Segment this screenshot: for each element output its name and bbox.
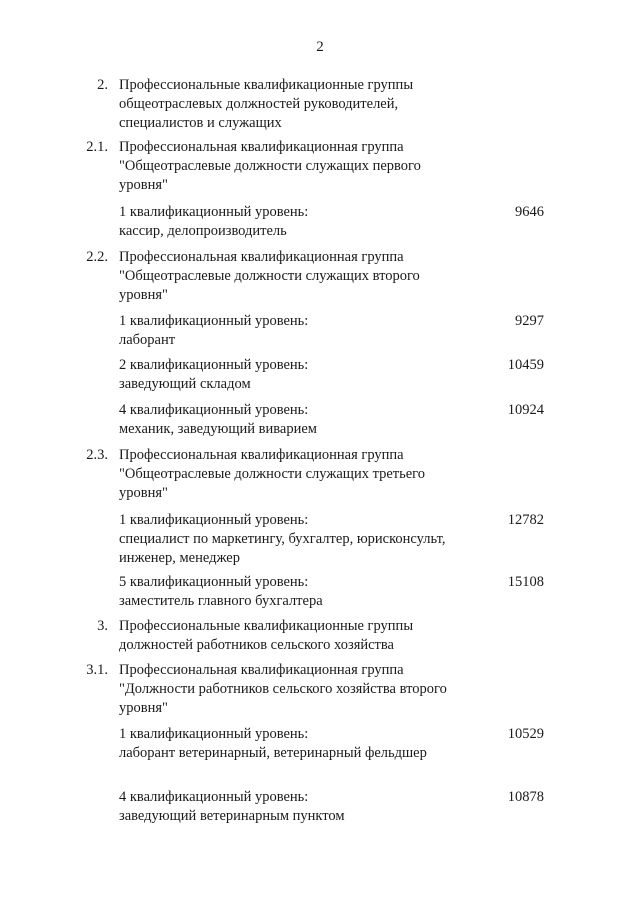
page-number: 2	[316, 39, 324, 55]
row-text: Профессиональная квалификационная группа "Должности работников сельского хозяйства второго уровня"	[119, 662, 447, 716]
row-text: Профессиональные квалификационные группы общеотраслевых должностей руководителей, специалистов и служащих	[119, 77, 414, 131]
row-text: 4 квалификационный уровень: заведующий ветеринарным пунктом	[119, 789, 345, 824]
row-value: 9297	[515, 313, 544, 329]
row-number: 2.	[97, 77, 108, 93]
row-text: Профессиональная квалификационная группа "Общеотраслевые должности служащих третьего уровня"	[119, 447, 426, 501]
row-value: 9646	[515, 204, 544, 220]
row-number: 2.2.	[86, 249, 108, 265]
row-number: 2.3.	[86, 447, 108, 463]
row-number: 3.1.	[86, 662, 108, 678]
row-value: 10878	[507, 789, 544, 805]
row-text: 4 квалификационный уровень: механик, заведующий виварием	[119, 402, 317, 437]
row-text: Профессиональные квалификационные группы должностей работников сельского хозяйства	[119, 618, 414, 653]
row-value: 10459	[507, 357, 544, 373]
row-value: 15108	[507, 574, 544, 590]
row-text: 1 квалификационный уровень: специалист по маркетингу, бухгалтер, юрисконсульт, инженер, менеджер	[119, 512, 446, 566]
row-text: Профессиональная квалификационная группа "Общеотраслевые должности служащих второго уровня"	[119, 249, 420, 303]
row-text: 1 квалификационный уровень: лаборант ветеринарный, ветеринарный фельдшер	[119, 726, 427, 761]
row-value: 10529	[507, 726, 544, 742]
row-text: 5 квалификационный уровень: заместитель главного бухгалтера	[119, 574, 323, 609]
row-value: 12782	[507, 512, 544, 528]
row-number: 2.1.	[86, 139, 108, 155]
row-number: 3.	[97, 618, 108, 634]
row-text: 2 квалификационный уровень: заведующий складом	[119, 357, 309, 392]
row-text: 1 квалификационный уровень: кассир, делопроизводитель	[119, 204, 309, 239]
row-text: 1 квалификационный уровень: лаборант	[119, 313, 309, 348]
row-value: 10924	[507, 402, 544, 418]
row-text: Профессиональная квалификационная группа "Общеотраслевые должности служащих первого уровня"	[119, 139, 421, 193]
